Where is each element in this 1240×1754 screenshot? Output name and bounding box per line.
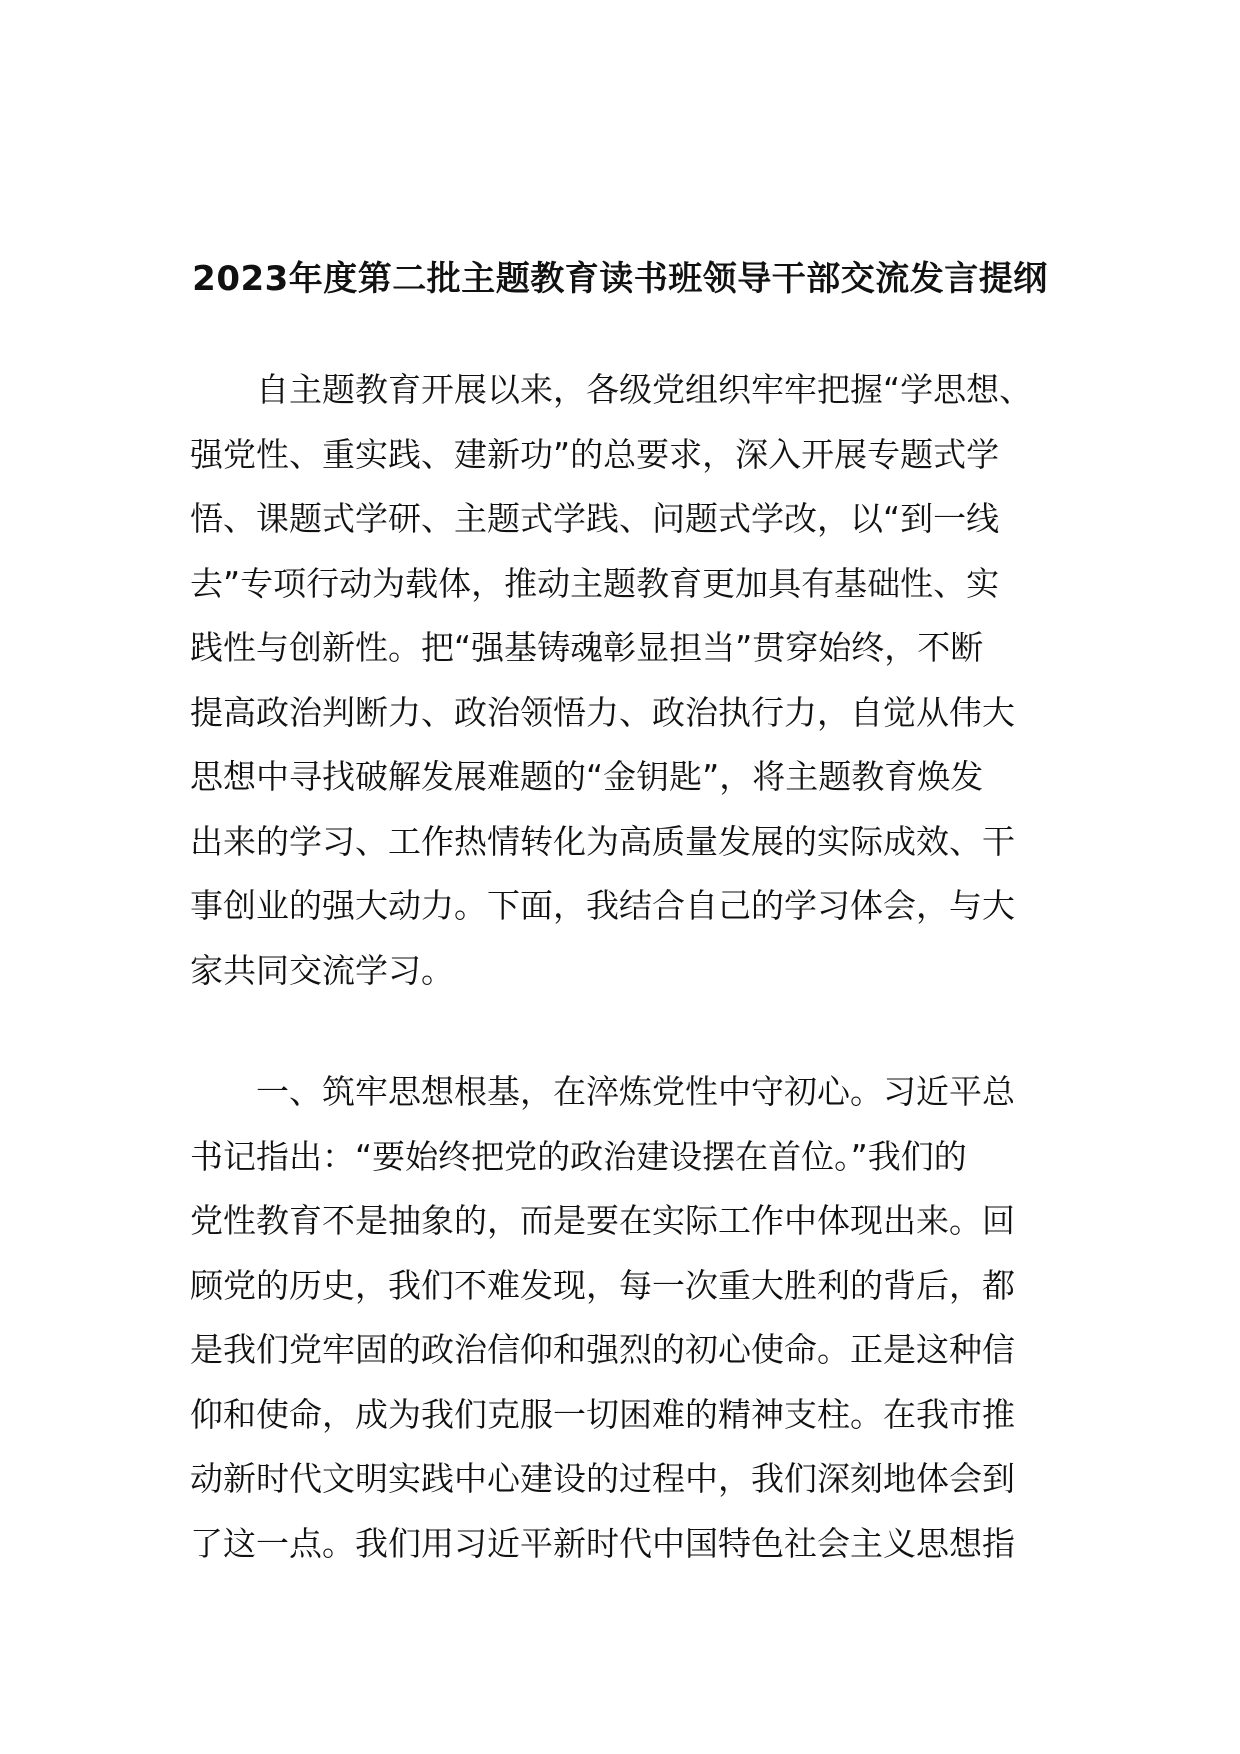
text-line: 悟、课题式学研、主题式学践、问题式学改，以“到一线 bbox=[190, 499, 1000, 538]
text-line: 仰和使命，成为我们克服一切困难的精神支柱。在我市推 bbox=[190, 1394, 1015, 1434]
text-line: 党性教育不是抽象的，而是要在实际工作中体现出来。回 bbox=[190, 1201, 1015, 1240]
text-line: 思想中寻找破解发展难题的“金钥匙”，将主题教育焕发 bbox=[190, 757, 984, 796]
text-line: 强党性、重实践、建新功”的总要求，深入开展专题式学 bbox=[190, 434, 1000, 474]
text-line: 事创业的强大动力。下面，我结合自己的学习体会，与大 bbox=[190, 886, 1015, 925]
text-line: 自主题教育开展以来，各级党组织牢牢把握“学思想、 bbox=[256, 370, 1033, 409]
text-line: 家共同交流学习。 bbox=[190, 950, 454, 990]
text-line: 顾党的历史，我们不难发现，每一次重大胜利的背后，都 bbox=[190, 1265, 1015, 1305]
text-line: 是我们党牢固的政治信仰和强烈的初心使命。正是这种信 bbox=[190, 1330, 1015, 1369]
document-title: 2023年度第二批主题教育读书班领导干部交流发言提纲 bbox=[192, 259, 1048, 299]
text-line: 一、筑牢思想根基，在淬炼党性中守初心。习近平总 bbox=[256, 1072, 1015, 1111]
text-line: 践性与创新性。把“强基铸魂彰显担当”贯穿始终，不断 bbox=[190, 628, 984, 667]
paragraph-intro bbox=[190, 358, 1040, 1003]
text-line: 书记指出：“要始终把党的政治建设摆在首位。”我们的 bbox=[190, 1136, 967, 1176]
text-line: 去”专项行动为载体，推动主题教育更加具有基础性、实 bbox=[190, 563, 1000, 603]
text-line: 出来的学习、工作热情转化为高质量发展的实际成效、干 bbox=[190, 821, 1015, 861]
text-line: 了这一点。我们用习近平新时代中国特色社会主义思想指 bbox=[190, 1523, 1015, 1563]
text-line: 提高政治判断力、政治领悟力、政治执行力，自觉从伟大 bbox=[190, 692, 1015, 732]
text-line: 动新时代文明实践中心建设的过程中，我们深刻地体会到 bbox=[190, 1459, 1015, 1498]
paragraph-section-one bbox=[190, 1060, 1040, 1576]
